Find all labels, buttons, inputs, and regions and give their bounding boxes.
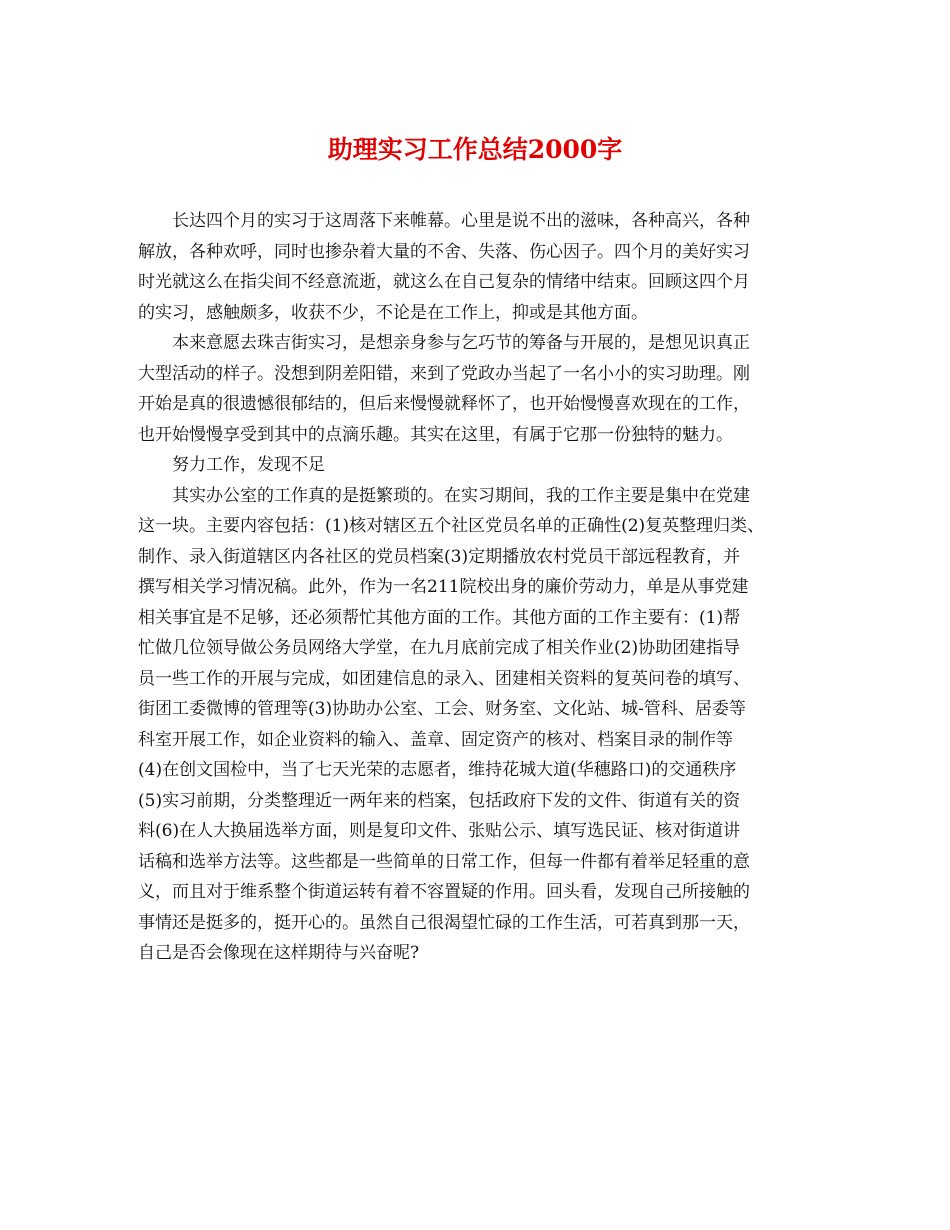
- paragraph: [138, 328, 818, 450]
- paragraph-line: 科室开展工作，如企业资料的输入、盖章、固定资产的核对、档案目录的制作等: [138, 729, 733, 750]
- paragraph-line: 的实习，感触颇多，收获不少，不论是在工作上，抑或是其他方面。: [138, 302, 648, 323]
- paragraph-line: 这一块。主要内容包括：(1)核对辖区五个社区党员名单的正确性(2)复英整理归类、: [138, 516, 765, 536]
- paragraph-first-line: 其实办公室的工作真的是挺繁琐的。在实习期间，我的工作主要是集中在党建: [172, 485, 750, 506]
- paragraph-line: 解放，各种欢呼，同时也掺杂着大量的不舍、失落、伤心因子。四个月的美好实习: [138, 241, 750, 262]
- paragraph-line: 义，而且对于维系整个街道运转有着不容置疑的作用。回头看，发现自己所接触的: [138, 882, 750, 902]
- paragraph-line: 制作、录入街道辖区内各社区的党员档案(3)定期播放农村党员干部远程教育，并: [138, 546, 741, 567]
- paragraph: [138, 206, 818, 328]
- paragraph-first-line: 本来意愿去珠吉街实习，是想亲身参与乞巧节的筹备与开展的，是想见识真正: [172, 333, 750, 353]
- paragraph-line: (5)实习前期，分类整理近一两年来的档案，包括政府下发的文件、街道有关的资: [138, 790, 741, 811]
- paragraph-line: 话稿和选举方法等。这些都是一些简单的日常工作，但每一件都有着举足轻重的意: [138, 851, 750, 872]
- paragraph-line: 忙做几位领导做公务员网络大学堂，在九月底前完成了相关作业(2)协助团建指导: [138, 638, 741, 658]
- paragraph-line: 料(6)在人大换届选举方面，则是复印文件、张贴公示、填写选民证、核对街道讲: [138, 821, 741, 841]
- paragraph-line: 时光就这么在指尖间不经意流逝，就这么在自己复杂的情绪中结束。回顾这四个月: [138, 272, 750, 292]
- paragraph-line: 大型活动的样子。没想到阴差阳错，来到了党政办当起了一名小小的实习助理。刚: [138, 363, 750, 384]
- paragraph-line: 撰写相关学习情况稿。此外，作为一名211院校出身的廉价劳动力，单是从事党建: [138, 577, 749, 597]
- paragraph-line: 街团工委微博的管理等(3)协助办公室、工会、财务室、文化站、城-管科、居委等: [138, 699, 746, 719]
- document-body: [138, 206, 818, 969]
- paragraph-line: 也开始慢慢享受到其中的点滴乐趣。其实在这里，有属于它那一份独特的魅力。: [138, 424, 733, 445]
- paragraph-line: 开始是真的很遗憾很郁结的，但后来慢慢就释怀了，也开始慢慢喜欢现在的工作，: [138, 394, 750, 414]
- paragraph: [138, 481, 818, 969]
- paragraph-line: (4)在创文国检中，当了七天光荣的志愿者，维持花城大道(华穗路口)的交通秩序: [138, 760, 737, 780]
- paragraph-line: 员一些工作的开展与完成，如团建信息的录入、团建相关资料的复英问卷的填写、: [138, 668, 750, 689]
- paragraph-line: 事情还是挺多的，挺开心的。虽然自己很渴望忙碌的工作生活，可若真到那一天，: [138, 912, 750, 933]
- paragraph: [138, 450, 818, 481]
- document-title: 助理实习工作总结2000字: [327, 135, 623, 164]
- paragraph-first-line: 努力工作，发现不足: [172, 455, 325, 475]
- paragraph-line: 自己是否会像现在这样期待与兴奋呢?: [138, 943, 420, 963]
- paragraph-line: 相关事宜是不足够，还必须帮忙其他方面的工作。其他方面的工作主要有：(1)帮: [138, 607, 741, 628]
- paragraph-first-line: 长达四个月的实习于这周落下来帷幕。心里是说不出的滋味，各种高兴，各种: [172, 211, 750, 231]
